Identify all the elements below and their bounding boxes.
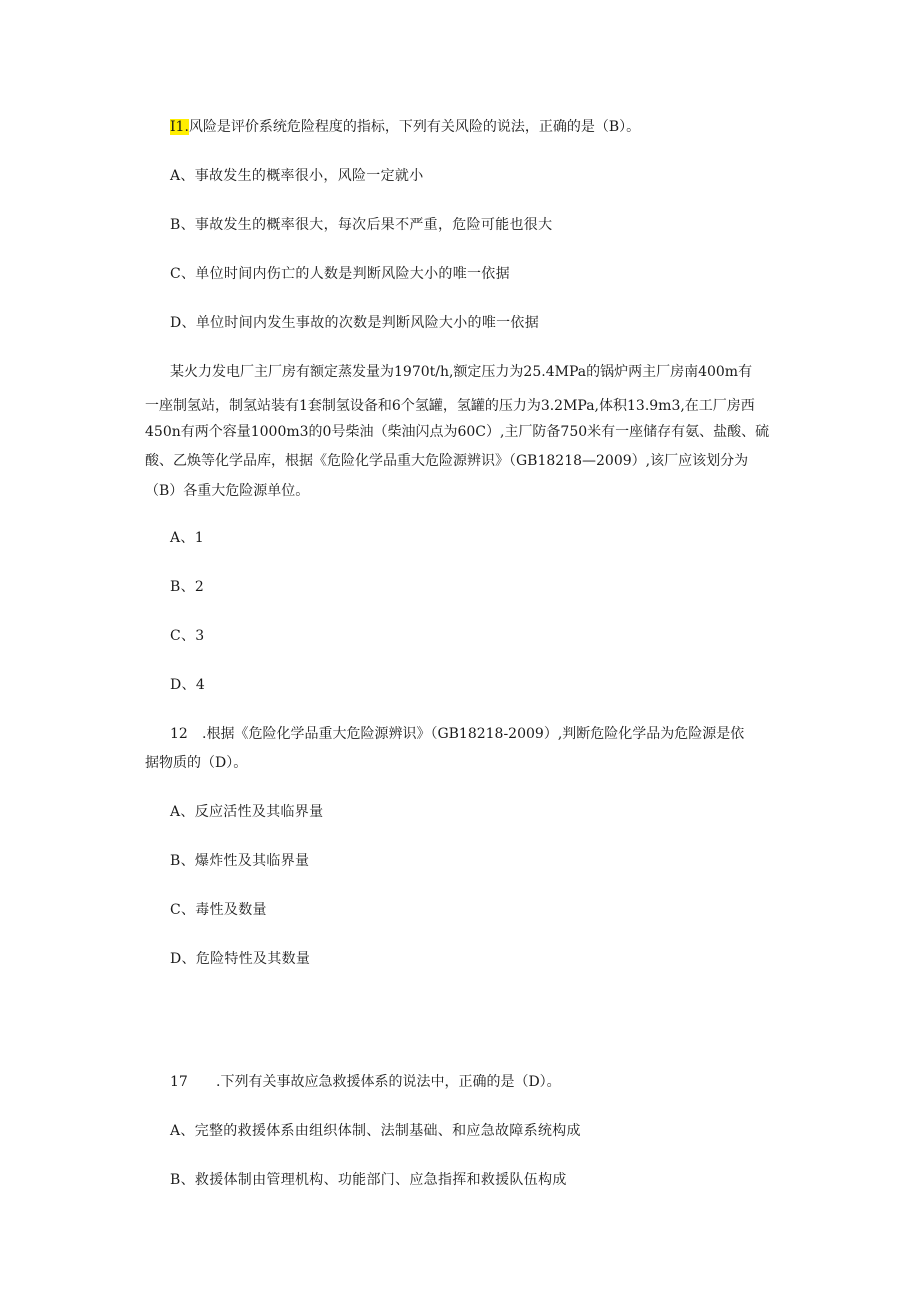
passage-line-3: 450n有两个容量1000m3的0号柴油（柴油闪点为60C）,主厂防备750米有一座储存有氨、盐酸、硫 bbox=[145, 424, 770, 440]
question-12-option-c: C、毒性及数量 bbox=[170, 902, 267, 918]
question-17-text: .下列有关事故应急救援体系的说法中，正确的是（D）。 bbox=[216, 1074, 561, 1090]
question-12-option-a: A、反应活性及其临界量 bbox=[170, 804, 324, 820]
question-12 bbox=[170, 724, 744, 744]
question-11-option-a: A、事故发生的概率很小，风险一定就小 bbox=[170, 168, 424, 184]
question-17-option-a: A、完整的救援体系由组织体制、法制基础、和应急故障系统构成 bbox=[170, 1123, 581, 1139]
passage-line-1: 某火力发电厂主厂房有额定蒸发量为1970t/h,额定压力为25.4MPa的锅炉两主厂房南400m有 bbox=[170, 364, 753, 380]
passage-option-d: D、4 bbox=[170, 677, 206, 693]
question-11 bbox=[170, 117, 640, 137]
question-12-number: 12 bbox=[170, 726, 188, 742]
question-12-line-1: .根据《危险化学品重大危险源辨识》（GB18218-2009）,判断危险化学品为危险源是依 bbox=[202, 726, 745, 742]
passage-option-a: A、1 bbox=[170, 530, 204, 546]
passage-line-4: 酸、乙焕等化学品库，根据《危险化学品重大危险源辨识》（GB18218—2009）,该厂应该划分为 bbox=[145, 453, 749, 469]
passage-line-2: 一座制氢站，制氢站装有1套制氢设备和6个氢罐，氢罐的压力为3.2MPa,体积13.9m3,在工厂房西 bbox=[145, 398, 755, 414]
question-17-option-b: B、救援体制由管理机构、功能部门、应急指挥和救援队伍构成 bbox=[170, 1172, 567, 1188]
passage-option-c: C、3 bbox=[170, 628, 205, 644]
question-11-marker: I1. bbox=[170, 119, 189, 135]
question-12-line-2: 据物质的（D）。 bbox=[145, 755, 248, 771]
question-11-option-b: B、事故发生的概率很大，每次后果不严重，危险可能也很大 bbox=[170, 217, 553, 233]
passage-line-5: （B）各重大危险源单位。 bbox=[145, 483, 310, 499]
question-12-option-b: B、爆炸性及其临界量 bbox=[170, 853, 310, 869]
question-17-number: 17 bbox=[170, 1074, 188, 1090]
question-11-text: 风险是评价系统危险程度的指标，下列有关风险的说法，正确的是（B）。 bbox=[188, 119, 641, 135]
question-12-option-d: D、危险特性及其数量 bbox=[170, 951, 311, 967]
question-11-option-d: D、单位时间内发生事故的次数是判断风险大小的唯一依据 bbox=[170, 315, 540, 331]
passage-option-b: B、2 bbox=[170, 579, 205, 595]
question-11-option-c: C、单位时间内伤亡的人数是判断风险大小的唯一依据 bbox=[170, 266, 510, 282]
question-17 bbox=[170, 1072, 561, 1092]
